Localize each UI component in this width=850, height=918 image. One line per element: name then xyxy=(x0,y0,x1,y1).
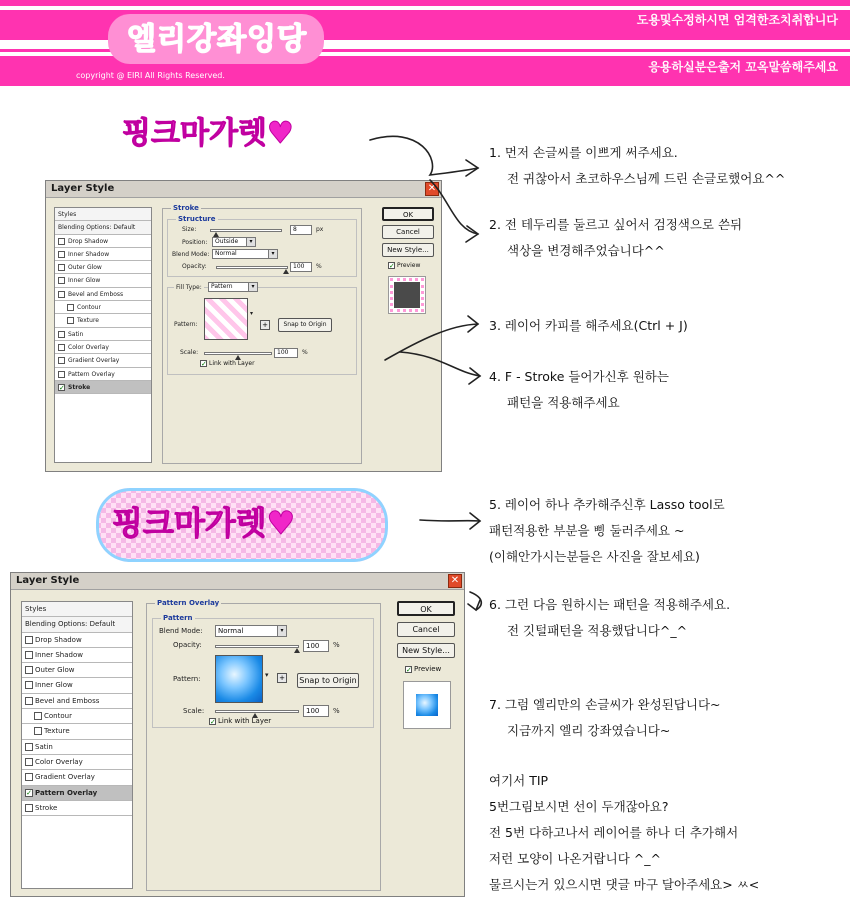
blending-options[interactable]: Blending Options: Default xyxy=(55,221,151,234)
pattern-label: Pattern: xyxy=(174,321,198,328)
step-5 xyxy=(489,492,725,570)
new-preset-icon[interactable]: + xyxy=(277,673,287,683)
snap-to-origin-button[interactable]: Snap to Origin xyxy=(297,673,359,688)
step-2-line1: 2. 전 테두리를 둘르고 싶어서 검정색으로 쓴뒤 xyxy=(489,217,743,232)
step-5-line1: 5. 레이어 하나 추카해주신후 Lasso tool로 xyxy=(489,497,725,512)
blend-mode-select[interactable]: Normal ▾ xyxy=(215,625,287,637)
link-with-layer-checkbox[interactable]: ✓ Link with Layer xyxy=(201,360,255,368)
handwriting-title-2: 핑크마가렛♥ xyxy=(112,504,296,542)
step-4-line1: 4. F - Stroke 들어가신후 원하는 xyxy=(489,369,669,384)
group-title: Structure xyxy=(178,215,216,223)
style-inner-glow[interactable]: Inner Glow xyxy=(55,274,151,287)
blend-mode-label: Blend Mode: xyxy=(172,251,210,258)
tip-title: 여기서 TIP xyxy=(489,773,549,788)
copyright-text: copyright @ EIRI All Rights Reserved. xyxy=(76,71,225,80)
notice-top: 도용및수정하시면 엄격한조치취합니다 xyxy=(636,13,838,27)
style-texture[interactable]: Texture xyxy=(22,724,132,739)
checkbox-checked-icon[interactable]: ✓ xyxy=(201,360,207,368)
style-color-overlay[interactable]: Color Overlay xyxy=(22,755,132,770)
new-preset-icon[interactable]: + xyxy=(260,320,270,330)
style-bevel-emboss[interactable]: Bevel and Emboss xyxy=(22,694,132,709)
blending-options[interactable]: Blending Options: Default xyxy=(22,617,132,632)
opacity-field[interactable]: 100 xyxy=(290,262,312,272)
style-inner-glow[interactable]: Inner Glow xyxy=(22,678,132,693)
style-inner-shadow[interactable]: Inner Shadow xyxy=(22,648,132,663)
chevron-down-icon[interactable]: ▾ xyxy=(250,310,254,317)
site-logo: 엘리강좌잉당 xyxy=(127,22,307,57)
checkbox-checked-icon[interactable]: ✓ xyxy=(210,717,216,726)
percent-sign: % xyxy=(333,707,340,715)
ok-button[interactable]: OK xyxy=(382,207,434,221)
chevron-down-icon[interactable]: ▾ xyxy=(277,626,286,636)
style-outer-glow[interactable]: Outer Glow xyxy=(22,663,132,678)
step-5-line2: 패턴적용한 부분을 삥 둘러주세요 ~ xyxy=(489,523,685,538)
step-6-line2: 전 깃털패턴을 적용했답니다^_^ xyxy=(507,623,688,638)
step-6-line1: 6. 그런 다음 원하시는 패턴을 적용해주세요. xyxy=(489,597,731,612)
style-outer-glow[interactable]: Outer Glow xyxy=(55,261,151,274)
style-texture[interactable]: Texture xyxy=(55,314,151,327)
blend-mode-select[interactable]: Normal ▾ xyxy=(212,249,278,259)
style-gradient-overlay[interactable]: Gradient Overlay xyxy=(55,354,151,367)
checkbox-checked-icon[interactable]: ✓ xyxy=(389,262,395,270)
style-inner-shadow[interactable]: Inner Shadow xyxy=(55,248,151,261)
arrow-step4 xyxy=(400,352,480,376)
tip-line4: 물르시는거 있으시면 댓글 마구 달아주세요> ㅆ< xyxy=(489,877,760,892)
fill-type-label: Fill Type: xyxy=(176,284,202,291)
percent-sign: % xyxy=(333,641,340,649)
arrow-step5 xyxy=(420,520,480,521)
checkbox-checked-icon[interactable]: ✓ xyxy=(406,665,412,674)
ok-button[interactable]: OK xyxy=(397,601,455,616)
tip-section xyxy=(489,768,759,898)
style-drop-shadow[interactable]: Drop Shadow xyxy=(22,633,132,648)
size-label: Size: xyxy=(182,226,197,233)
checkbox-checked-icon[interactable]: ✓ xyxy=(59,383,65,392)
new-style-button[interactable]: New Style... xyxy=(382,243,434,257)
style-satin[interactable]: Satin xyxy=(55,328,151,341)
step-3-line1: 3. 레이어 카피를 해주세요(Ctrl + J) xyxy=(489,318,688,333)
size-field[interactable]: 8 xyxy=(290,225,312,235)
step-2 xyxy=(489,212,742,264)
percent-sign: % xyxy=(316,263,322,270)
style-contour[interactable]: Contour xyxy=(55,301,151,314)
handwriting-title-1: 핑크마가렛♥ xyxy=(122,116,294,151)
opacity-label: Opacity: xyxy=(173,641,202,649)
fill-type-select[interactable]: Pattern ▾ xyxy=(208,282,258,292)
tip-line3: 저런 모양이 나온거랍니다 ^_^ xyxy=(489,851,661,866)
styles-header[interactable]: Styles xyxy=(22,602,132,617)
dialog-title: Layer Style xyxy=(16,575,80,586)
cancel-button[interactable]: Cancel xyxy=(397,622,455,637)
tip-line2: 전 5번 다하고나서 레이어를 하나 더 추가해서 xyxy=(489,825,739,840)
step-4 xyxy=(489,364,669,416)
style-pattern-overlay[interactable]: Pattern Overlay xyxy=(55,368,151,381)
step-2-line2: 색상을 변경해주었습니다^^ xyxy=(507,243,665,258)
step-1-line1: 1. 먼저 손글씨를 이쁘게 써주세요. xyxy=(489,145,678,160)
snap-to-origin-button[interactable]: Snap to Origin xyxy=(278,318,332,332)
tip-line1: 5번그림보시면 선이 두개잖아요? xyxy=(489,799,669,814)
chevron-down-icon[interactable]: ▾ xyxy=(248,283,257,291)
style-gradient-overlay[interactable]: Gradient Overlay xyxy=(22,770,132,785)
step-5-line3: (이해안가시는분들은 사진을 잘보세요) xyxy=(489,549,700,564)
close-icon[interactable]: ✕ xyxy=(425,182,439,196)
chevron-down-icon[interactable]: ▾ xyxy=(268,250,277,258)
cancel-button[interactable]: Cancel xyxy=(382,225,434,239)
link-with-layer-checkbox[interactable]: ✓ Link with Layer xyxy=(210,717,272,726)
percent-sign: % xyxy=(302,349,308,356)
styles-header[interactable]: Styles xyxy=(55,208,151,221)
step-1-line2: 전 귀찮아서 초코하우스님께 드린 손글로했어요^^ xyxy=(507,171,786,186)
chevron-down-icon[interactable]: ▾ xyxy=(265,671,269,679)
scale-field[interactable]: 100 xyxy=(303,705,329,717)
preview-checkbox[interactable]: ✓ Preview xyxy=(406,665,442,674)
opacity-field[interactable]: 100 xyxy=(303,640,329,652)
scale-label: Scale: xyxy=(183,707,205,715)
style-stroke[interactable]: ✓ Stroke xyxy=(55,381,151,394)
position-select[interactable]: Outside ▾ xyxy=(212,237,256,247)
dialog-title: Layer Style xyxy=(51,183,115,194)
panel-title: Stroke xyxy=(173,204,199,212)
scale-label: Scale: xyxy=(180,349,199,356)
step-7 xyxy=(489,692,721,744)
scale-field[interactable]: 100 xyxy=(274,348,298,358)
style-color-overlay[interactable]: Color Overlay xyxy=(55,341,151,354)
style-pattern-overlay[interactable]: ✓ Pattern Overlay xyxy=(22,786,132,801)
style-stroke[interactable]: Stroke xyxy=(22,801,132,816)
opacity-label: Opacity: xyxy=(182,263,207,270)
step-6 xyxy=(489,592,730,644)
step-4-line2: 패턴을 적용해주세요 xyxy=(507,395,620,410)
notice-bottom: 응용하실분은출저 꼬옥말씀해주세요 xyxy=(648,60,838,74)
panel-title: Pattern Overlay xyxy=(157,599,220,607)
position-label: Position: xyxy=(182,239,208,246)
style-bevel-emboss[interactable]: Bevel and Emboss xyxy=(55,288,151,301)
group-title: Pattern xyxy=(163,614,193,622)
blend-mode-label: Blend Mode: xyxy=(159,627,203,635)
step-1 xyxy=(489,140,785,192)
arrow-step2 xyxy=(430,180,478,234)
style-satin[interactable]: Satin xyxy=(22,740,132,755)
style-contour[interactable]: Contour xyxy=(22,709,132,724)
step-3 xyxy=(489,313,688,339)
pattern-label: Pattern: xyxy=(173,675,201,683)
arrow-step1 xyxy=(370,136,478,175)
new-style-button[interactable]: New Style... xyxy=(397,643,455,658)
arrow-step3 xyxy=(385,324,478,360)
checkbox-checked-icon[interactable]: ✓ xyxy=(26,788,32,797)
close-icon[interactable]: ✕ xyxy=(448,574,462,588)
chevron-down-icon[interactable]: ▾ xyxy=(246,238,255,246)
style-drop-shadow[interactable]: Drop Shadow xyxy=(55,235,151,248)
preview-checkbox[interactable]: ✓ Preview xyxy=(389,262,421,270)
step-7-line1: 7. 그럼 엘리만의 손글씨가 완성된답니다~ xyxy=(489,697,721,712)
step-7-line2: 지금까지 엘리 강좌였습니다~ xyxy=(507,723,671,738)
size-unit: px xyxy=(316,226,324,233)
